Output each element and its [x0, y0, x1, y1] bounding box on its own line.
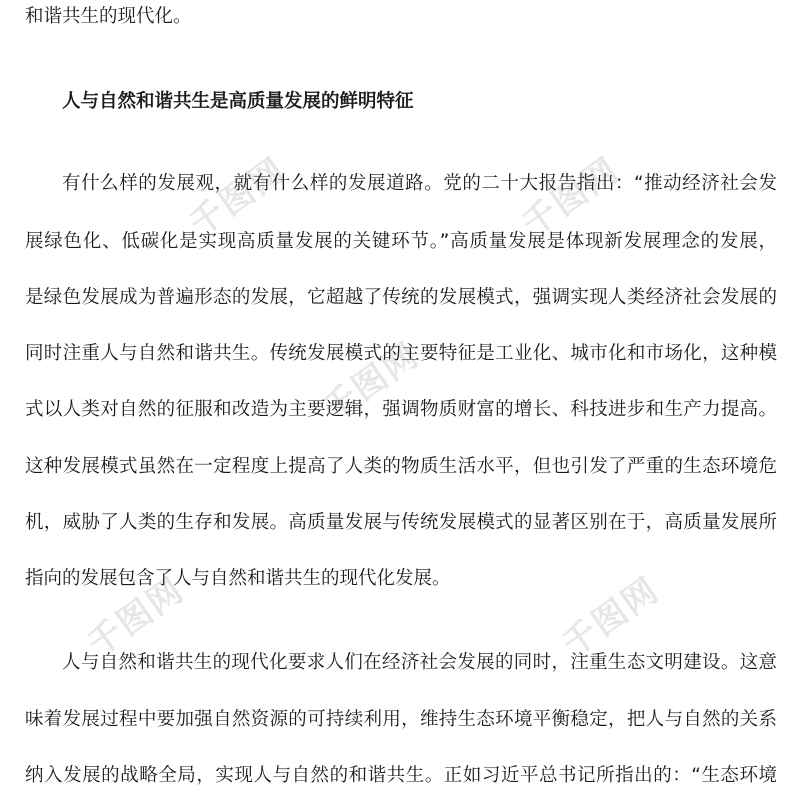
paragraph-line: 同时注重人与自然和谐共生。传统发展模式的主要特征是工业化、城市化和市场化，这种模	[25, 343, 777, 364]
paragraph-line: 这种发展模式虽然在一定程度上提高了人类的物质生活水平，但也引发了严重的生态环境危	[25, 456, 777, 477]
paragraph-line: 机，威胁了人类的生存和发展。高质量发展与传统发展模式的显著区别在于，高质量发展所	[25, 512, 777, 533]
watermark: 千图网	[80, 570, 192, 665]
watermark: 千图网	[515, 150, 627, 245]
paragraph-line: 展绿色化、低碳化是实现高质量发展的关键环节。”高质量发展是体现新发展理念的发展，	[25, 231, 777, 252]
watermark: 千图网	[182, 150, 294, 245]
watermark: 千图网	[555, 570, 667, 665]
paragraph-line: 指向的发展包含了人与自然和谐共生的现代化发展。	[25, 568, 451, 589]
paragraph-line: 有什么样的发展观，就有什么样的发展道路。党的二十大报告指出：“推动经济社会发	[62, 173, 777, 194]
watermark: 千图网	[315, 335, 427, 430]
paragraph-line: 是绿色发展成为普遍形态的发展，它超越了传统的发展模式，强调实现人类经济社会发展的	[25, 287, 777, 308]
text-line: 和谐共生的现代化。	[25, 6, 192, 27]
paragraph-line: 味着发展过程中要加强自然资源的可持续利用，维持生态环境平衡稳定，把人与自然的关系	[25, 709, 777, 730]
paragraph-line: 纳入发展的战略全局，实现人与自然的和谐共生。正如习近平总书记所指出的：“生态环境	[25, 765, 777, 786]
section-heading: 人与自然和谐共生是高质量发展的鲜明特征	[62, 91, 414, 112]
paragraph-line: 人与自然和谐共生的现代化要求人们在经济社会发展的同时，注重生态文明建设。这意	[62, 652, 777, 673]
paragraph-line: 式以人类对自然的征服和改造为主要逻辑，强调物质财富的增长、科技进步和生产力提高。	[25, 399, 777, 420]
